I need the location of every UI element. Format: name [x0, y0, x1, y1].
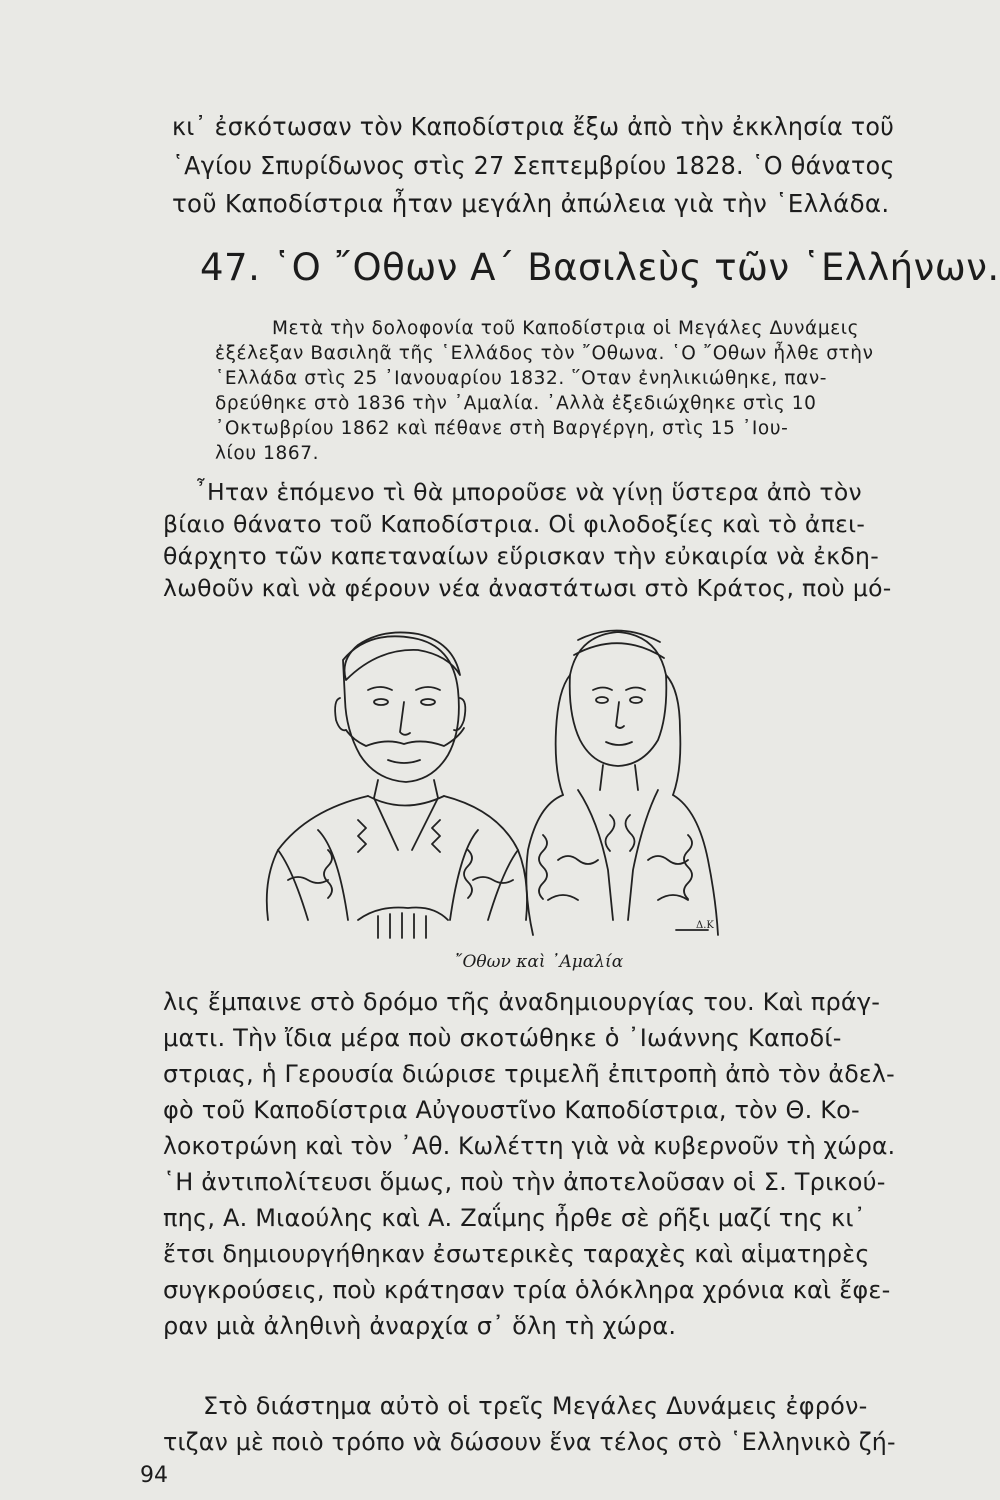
text-line: λοκοτρώνη καὶ τὸν ᾿Αθ. Κωλέττη γιὰ νὰ κυβερνοῦν τὴ χώρα. [163, 1132, 896, 1160]
text-line: λωθοῦν καὶ νὰ φέρουν νέα ἀναστάτωσι στὸ Κράτος, ποὺ μό- [163, 574, 892, 602]
text-line: Στὸ διάστημα αὐτὸ οἱ τρεῖς Μεγάλες Δυνάμεις ἐφρόν- [203, 1392, 868, 1420]
text-line: ῾Αγίου Σπυρίδωνος στὶς 27 Σεπτεμβρίου 1828. ῾Ο θάνατος [172, 151, 895, 180]
text-line: κι᾽ ἐσκότωσαν τὸν Καποδίστρια ἔξω ἀπὸ τὴν ἐκκλησία τοῦ [172, 112, 895, 141]
otto-portrait [267, 632, 527, 938]
summary-line: Μετὰ τὴν δολοφονία τοῦ Καποδίστρια οἱ Μεγάλες Δυνάμεις [272, 318, 860, 339]
text-line: ῏Ηταν ἑπόμενο τὶ θὰ μποροῦσε νὰ γίνῃ ὕστερα ἀπὸ τὸν [195, 478, 862, 506]
text-line: θάρχητο τῶν καπεταναίων εὕρισκαν τὴν εὐκαιρία νὰ ἐκδη- [163, 542, 880, 570]
portrait-illustration [248, 620, 738, 942]
text-line: λις ἔμπαινε στὸ δρόμο τῆς ἀναδημιουργίας του. Καὶ πράγ- [163, 988, 881, 1016]
text-line: ἔτσι δημιουργήθηκαν ἐσωτερικὲς ταραχὲς καὶ αἱματηρὲς [163, 1240, 870, 1268]
text-line: ῾Η ἀντιπολίτευσι ὅμως, ποὺ τὴν ἀποτελοῦσαν οἱ Σ. Τρικού- [163, 1168, 886, 1196]
summary-line: δρεύθηκε στὸ 1836 τὴν ᾿Αμαλία. ᾿Αλλὰ ἐξεδιώχθηκε στὶς 10 [215, 393, 817, 414]
amalia-portrait [526, 630, 718, 935]
section-title: 47. ῾Ο ῎Οθων Α΄ Βασιλεὺς τῶν ῾Ελλήνων. [200, 246, 1000, 289]
summary-line: ῾Ελλάδα στὶς 25 ᾿Ιανουαρίου 1832. ῞Οταν ἐνηλικιώθηκε, παν- [215, 368, 828, 389]
text-line: τιζαν μὲ ποιὸ τρόπο νὰ δώσουν ἕνα τέλος στὸ ῾Ελληνικὸ ζή- [163, 1428, 896, 1456]
signature-text: Δ.Κ [696, 920, 714, 931]
summary-line: ᾿Οκτωβρίου 1862 καὶ πέθανε στὴ Βαργέργη, στὶς 15 ᾿Ιου- [215, 418, 789, 439]
text-line: στριας, ἡ Γερουσία διώρισε τριμελῆ ἐπιτροπὴ ἀπὸ τὸν ἀδελ- [163, 1060, 895, 1088]
text-line: τοῦ Καποδίστρια ἦταν μεγάλη ἀπώλεια γιὰ τὴν ῾Ελλάδα. [172, 189, 890, 218]
text-line: πης, Α. Μιαούλης καὶ Α. Ζαΐμης ἦρθε σὲ ρῆξι μαζί της κι᾽ [163, 1204, 866, 1232]
summary-line: ἐξέλεξαν Βασιληᾶ τῆς ῾Ελλάδος τὸν ῎Οθωνα. ῾Ο ῎Οθων ἦλθε στὴν [215, 343, 874, 364]
text-line: ματι. Τὴν ἴδια μέρα ποὺ σκοτώθηκε ὁ ᾿Ιωάννης Καποδί- [163, 1024, 842, 1052]
text-line: ραν μιὰ ἀληθινὴ ἀναρχία σ᾽ ὅλη τὴ χώρα. [163, 1312, 677, 1340]
illustration-caption: ῎Οθων καὶ ᾿Αμαλία [454, 952, 624, 972]
text-line: συγκρούσεις, ποὺ κράτησαν τρία ὁλόκληρα χρόνια καὶ ἔφε- [163, 1276, 891, 1304]
summary-line: λίου 1867. [215, 443, 320, 464]
text-line: βίαιο θάνατο τοῦ Καποδίστρια. Οἱ φιλοδοξίες καὶ τὸ ἀπει- [163, 510, 866, 538]
text-line: φὸ τοῦ Καποδίστρια Αὐγουστῖνο Καποδίστρια, τὸν Θ. Κο- [163, 1096, 860, 1124]
page-number: 94 [140, 1463, 168, 1488]
